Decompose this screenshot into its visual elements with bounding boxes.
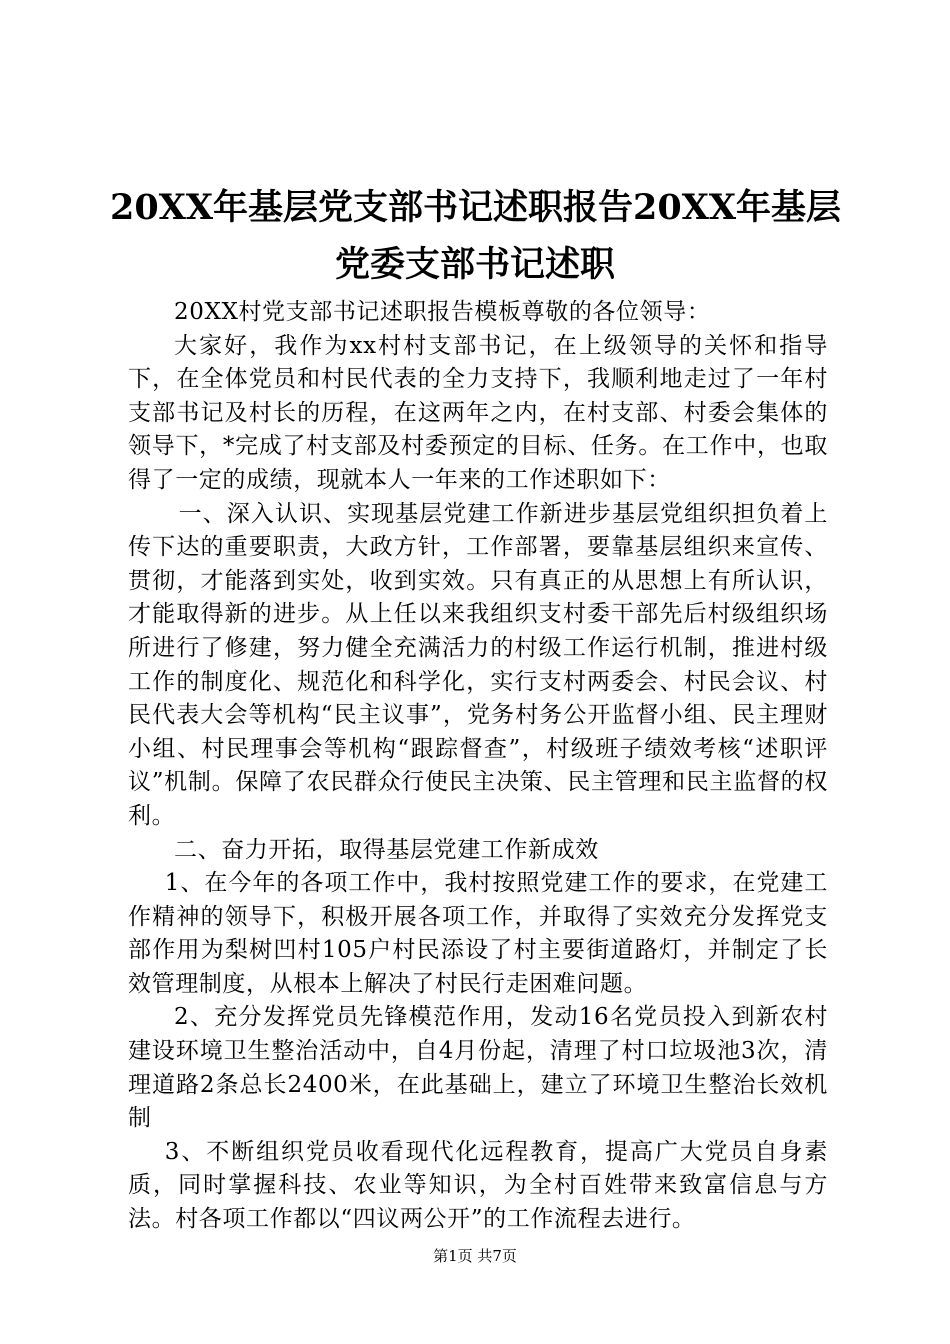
item-two-paragraph: 2、充分发挥党员先锋模范作用，发动16名党员投入到新农村建设环境卫生整治活动中，自4月份起，清理了村口垃圾池3次，清理道路2条总长2400米，在此基础上，建立了环境卫生整治长效机制 [128,1004,828,1132]
item-three-paragraph: 3、不断组织党员收看现代化远程教育，提高广大党员自身素质，同时掌握科技、农业等知识，为全村百姓带来致富信息与方法。村各项工作都以“四议两公开”的工作流程去进行。 [128,1138,828,1233]
section-one-paragraph: 一、深入认识、实现基层党建工作新进步基层党组织担负着上传下达的重要职责，大政方针，工作部署，要靠基层组织来宣传、贯彻，才能落到实处，收到实效。只有真正的从思想上有所认识，才能取得新的进步。从上任以来我组织支村委干部先后村级组织场所进行了修建，努力健全充满活力的村级工作运行机制，推进村级工作的制度化、规范化和科学化，实行支村两委会、村民会议、村民代表大会等机构“民主议事”，党务村务公开监督小组、民主理财小组、村民理事会等机构“跟踪督查”，村级班子绩效考核“述职评议”机制。保障了农民群众行使民主决策、民主管理和民主监督的权利。 [128,500,828,829]
document-title-line-1: 20XX年基层党支部书记述职报告20XX年基层 [110,187,842,228]
salutation-paragraph: 20XX村党支部书记述职报告模板尊敬的各位领导： [174,299,711,325]
section-two-heading: 二、奋力开拓，取得基层党建工作新成效 [174,836,599,863]
item-one-paragraph: 1、在今年的各项工作中，我村按照党建工作的要求，在党建工作精神的领导下，积极开展各项工作，并取得了实效充分发挥党支部作用为梨树凹村105户村民添设了村主要街道路灯，并制定了长效管理制度，从根本上解决了村民行走困难问题。 [128,870,828,997]
document-title-line-2: 党委支部书记述职 [334,244,615,285]
intro-paragraph: 大家好，我作为xx村村支部书记，在上级领导的关怀和指导下，在全体党员和村民代表的全力支持下，我顺利地走过了一年村支部书记及村长的历程，在这两年之内，在村支部、村委会集体的领导下，*完成了村支部及村委预定的目标、任务。在工作中，也取得了一定的成绩，现就本人一年来的工作述职如下： [128,332,828,493]
document-body [128,296,828,1237]
page-footer: 第1页 共7页 [433,1247,517,1265]
